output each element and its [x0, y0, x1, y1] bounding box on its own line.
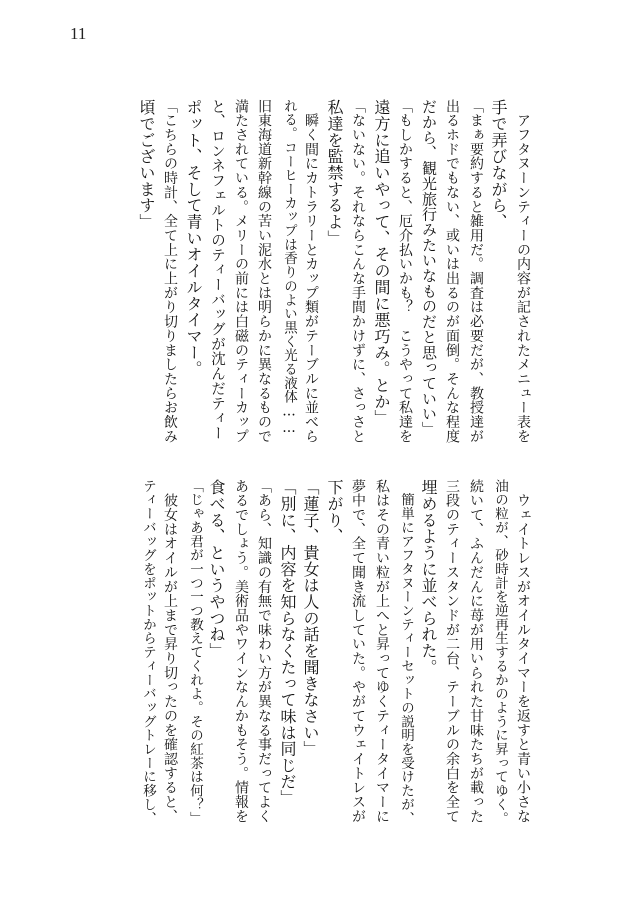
text-column-bottom [0, 479, 631, 831]
text-line: 「蓮子、貴女は人の話を聞きなさい」 [301, 479, 320, 757]
text-line: 遠方に追いやって、その間に悪巧み。とか」 [372, 99, 391, 426]
text-line: だから、観光旅行みたいなものだと思っていい」 [420, 99, 438, 437]
text-line: 私はその青い粒が上へと昇ってゆくティータイマーに [374, 479, 390, 824]
text-line: と、ロンネフェルトのティーバッグが沈んだティー [209, 99, 225, 441]
text-line: 出るホドでもない、或いは出るのが面倒。そんな程度 [444, 99, 460, 444]
text-line: 「別に、内容を知らなくたって味は同じだ」 [278, 479, 297, 806]
text-line: 下がり、 [325, 479, 344, 545]
text-line: 「こちらの時計、全て上に上がり切りましたらお飲み [162, 99, 178, 444]
text-line: 食べる、というやつね」 [207, 479, 226, 659]
text-line: 瞬く間にカトラリーとカップ類がテーブルに並べら [303, 99, 319, 444]
text-line: アフタヌーンティーの内容が記されたメニュー表を [515, 99, 531, 444]
text-line: 油の粒が、砂時計を逆再生するかのように昇ってゆく。 [492, 479, 508, 826]
text-line: 彼女はオイルが上まで昇り切ったのを確認すると、 [162, 479, 178, 824]
text-line: 続いて、ふんだんに苺が用いられた甘味たちが載った [468, 479, 484, 824]
text-line: あるでしょう。美術品やワインなんかもそう。情報を [233, 479, 249, 824]
text-line: 「あら、知識の有無で味わい方が異なる事だってよく [256, 479, 272, 824]
text-line: ウェイトレスがオイルタイマーを返すと青い小さな [515, 479, 531, 824]
page-number: 11 [70, 24, 87, 43]
text-line: 「まぁ要約すると雑用だ。調査は必要だが、教授達が [468, 99, 484, 444]
text-line: ポット、そして青いオイルタイマー。 [184, 99, 203, 377]
text-line: ティーバッグをポットからティーバッグトレーに移し、 [140, 479, 156, 826]
text-line: 頃でございます」 [137, 99, 156, 230]
text-line: 埋めるように並べられた。 [419, 479, 438, 676]
text-line: 三段のティースタンドが二台、テーブルの余白を全て [444, 479, 460, 824]
text-line: 旧東海道新幹線の苦い泥水とは明らかに異なるもので [256, 99, 272, 444]
text-line: 「もしかすると、厄介払いかも？ こうやって私達を [397, 99, 413, 444]
text-line: 簡単にアフタヌーンティーセットの説明を受けたが、 [398, 479, 414, 826]
text-line: 私達を監禁するよ」 [325, 99, 344, 247]
text-line: 満たされている。メリーの前には白磁のティーカップ [233, 99, 249, 444]
text-line: れる。コーヒーカップは香りのよい黒く光る液体…… [281, 99, 297, 437]
text-line: 「じゃあ君が一つ一つ教えてくれよ。その紅茶は何？」 [187, 479, 203, 826]
text-column-top [0, 99, 631, 446]
text-line: 夢中で、全て聞き流していた。やがてウェイトレスが [350, 479, 366, 824]
text-line: 「ないない。それならこんな手間かけずに、さっさと [350, 99, 366, 444]
text-line: 手で弄びながら、 [489, 99, 508, 230]
